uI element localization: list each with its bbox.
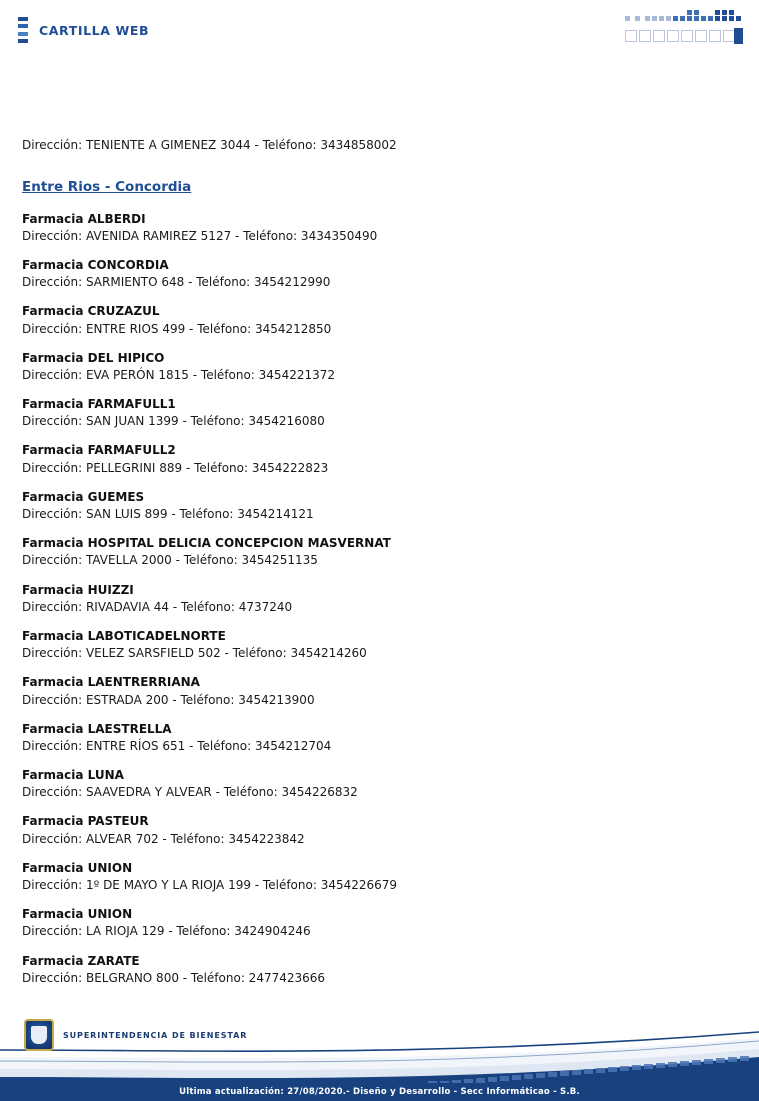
page-footer (0, 1005, 759, 1101)
list-item (22, 860, 737, 893)
header-decoration (625, 8, 745, 53)
list-item (22, 953, 737, 986)
list-item (22, 906, 737, 939)
footer-update-text: Ultima actualización: 27/08/2020.- Diseño y Desarrollo - Secc Informáticao - S.B. (179, 1087, 580, 1097)
pharmacy-detail: Dirección: VELEZ SARSFIELD 502 - Teléfono: 3454214260 (22, 646, 367, 661)
list-item (22, 813, 737, 846)
pharmacy-name: Farmacia ZARATE (22, 953, 140, 968)
pharmacy-detail: Dirección: ESTRADA 200 - Teléfono: 3454213900 (22, 692, 315, 707)
pharmacy-detail: Dirección: SAN JUAN 1399 - Teléfono: 3454216080 (22, 414, 325, 429)
pharmacy-name: Farmacia CRUZAZUL (22, 304, 160, 319)
list-item (22, 535, 737, 568)
lead-address-line: Dirección: TENIENTE A GIMENEZ 3044 - Teléfono: 3434858002 (22, 138, 397, 152)
list-item (22, 303, 737, 336)
square-grid-icon (625, 30, 737, 42)
pharmacy-detail: Dirección: BELGRANO 800 - Teléfono: 2477423666 (22, 970, 326, 985)
pharmacy-detail: Dirección: EVA PERÓN 1815 - Teléfono: 3454221372 (22, 367, 336, 382)
pharmacy-name: Farmacia UNION (22, 907, 133, 922)
pharmacy-name: Farmacia CONCORDIA (22, 257, 169, 272)
pharmacy-name: Farmacia HUIZZI (22, 582, 134, 597)
bars-logo-icon (18, 17, 28, 43)
pharmacy-detail: Dirección: 1º DE MAYO Y LA RIOJA 199 - Teléfono: 3454226679 (22, 878, 398, 893)
list-item (22, 721, 737, 754)
pharmacy-name: Farmacia DEL HIPICO (22, 350, 165, 365)
list-item (22, 767, 737, 800)
pharmacy-name: Farmacia LAESTRELLA (22, 721, 172, 736)
pharmacy-name: Farmacia FARMAFULL1 (22, 397, 176, 412)
pharmacy-name: Farmacia LAENTRERRIANA (22, 675, 200, 690)
pharmacy-name: Farmacia LABOTICADELNORTE (22, 628, 226, 643)
list-item (22, 396, 737, 429)
header-brand (18, 17, 149, 43)
dot-grid-icon (625, 8, 745, 30)
header-title: CARTILLA WEB (39, 22, 150, 38)
pharmacy-list (22, 211, 737, 986)
page-header (0, 0, 759, 62)
pharmacy-detail: Dirección: TAVELLA 2000 - Teléfono: 3454251135 (22, 553, 318, 568)
pharmacy-detail: Dirección: AVENIDA RAMIREZ 5127 - Teléfono: 3434350490 (22, 228, 378, 243)
section-heading-link[interactable]: Entre Rios - Concordia (22, 178, 192, 195)
list-item (22, 582, 737, 615)
list-item (22, 442, 737, 475)
pharmacy-detail: Dirección: PELLEGRINI 889 - Teléfono: 3454222823 (22, 460, 329, 475)
pharmacy-detail: Dirección: SAAVEDRA Y ALVEAR - Teléfono: 3454226832 (22, 785, 358, 800)
pharmacy-detail: Dirección: RIVADAVIA 44 - Teléfono: 4737240 (22, 599, 293, 614)
pharmacy-name: Farmacia ALBERDI (22, 211, 146, 226)
list-item (22, 350, 737, 383)
pharmacy-name: Farmacia HOSPITAL DELICIA CONCEPCION MASVERNAT (22, 536, 391, 551)
accent-block-icon (734, 28, 743, 44)
pharmacy-detail: Dirección: LA RIOJA 129 - Teléfono: 3424904246 (22, 924, 311, 939)
list-item (22, 489, 737, 522)
list-item (22, 674, 737, 707)
pharmacy-name: Farmacia LUNA (22, 768, 124, 783)
list-item (22, 211, 737, 244)
pharmacy-name: Farmacia FARMAFULL2 (22, 443, 176, 458)
pharmacy-detail: Dirección: ALVEAR 702 - Teléfono: 3454223842 (22, 831, 305, 846)
pharmacy-detail: Dirección: ENTRE RIOS 499 - Teléfono: 3454212850 (22, 321, 332, 336)
pharmacy-detail: Dirección: SAN LUIS 899 - Teléfono: 3454214121 (22, 507, 314, 522)
pharmacy-name: Farmacia UNION (22, 860, 133, 875)
pharmacy-name: Farmacia PASTEUR (22, 814, 149, 829)
footer-brand (24, 1019, 247, 1051)
pharmacy-name: Farmacia GUEMES (22, 489, 145, 504)
document-content (22, 138, 737, 999)
list-item (22, 257, 737, 290)
institutional-seal-icon (24, 1019, 54, 1051)
pharmacy-detail: Dirección: ENTRE RÍOS 651 - Teléfono: 3454212704 (22, 738, 332, 753)
footer-status-bar (0, 1083, 759, 1101)
pharmacy-detail: Dirección: SARMIENTO 648 - Teléfono: 3454212990 (22, 275, 331, 290)
footer-brand-text: SUPERINTENDENCIA DE BIENESTAR (63, 1030, 248, 1040)
list-item (22, 628, 737, 661)
